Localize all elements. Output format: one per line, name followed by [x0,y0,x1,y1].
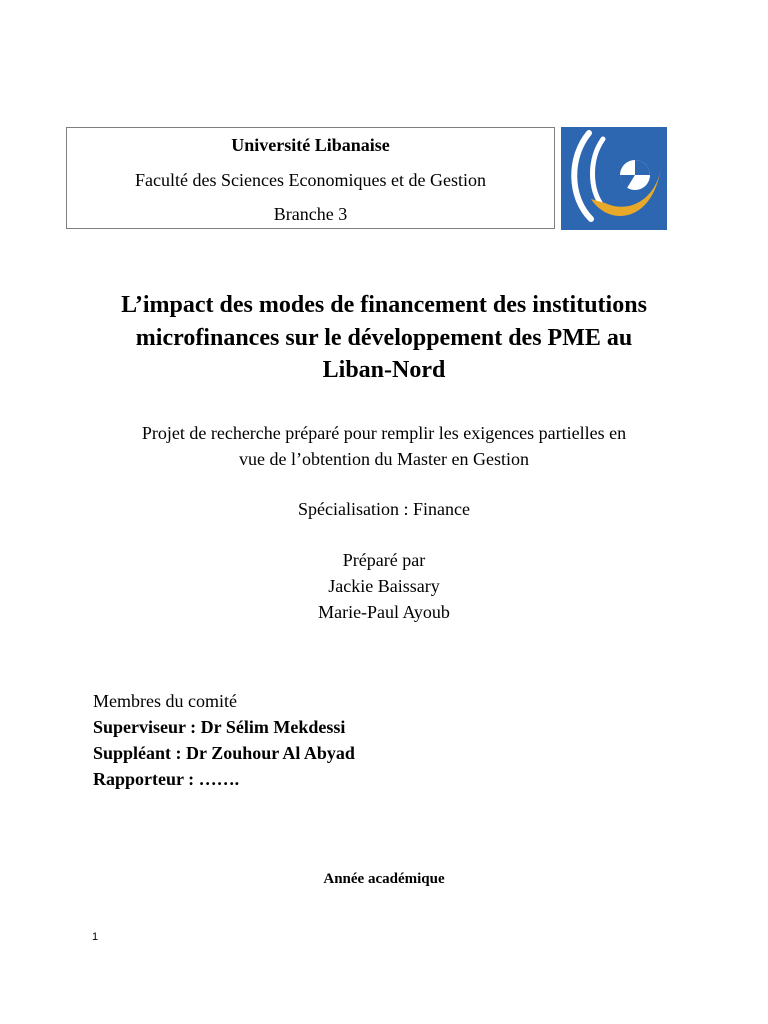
purpose-line: Projet de recherche préparé pour remplir les exigences partielles en [141,423,627,443]
committee-heading: Membres du comité [93,691,237,711]
specialisation: Spécialisation : Finance [298,499,470,519]
academic-year: Année académique [323,871,445,887]
branch-name: Branche 3 [273,204,348,224]
purpose-statement [80,420,688,472]
header-box [66,127,555,229]
committee-block [93,688,355,792]
purpose-line: vue de l’obtention du Master en Gestion [239,449,529,469]
committee-substitute: Suppléant : Dr Zouhour Al Abyad [93,743,355,763]
prepared-by-label: Préparé par [342,550,426,570]
document-title [80,289,688,387]
faculty-name: Faculté des Sciences Economiques et de Gestion [135,170,486,190]
university-logo [561,127,667,230]
prepared-by [80,547,688,625]
author-name: Marie-Paul Ayoub [318,602,450,622]
title-line: Liban-Nord [322,357,446,383]
author-name: Jackie Baissary [328,576,440,596]
committee-reporter: Rapporteur : ……. [93,769,240,789]
university-name: Université Libanaise [231,135,390,155]
committee-supervisor: Superviseur : Dr Sélim Mekdessi [93,717,346,737]
title-line: microfinances sur le développement des PME au [135,324,633,351]
title-line: L’impact des modes de financement des institutions [121,292,647,318]
page-number: 1 [92,931,99,943]
